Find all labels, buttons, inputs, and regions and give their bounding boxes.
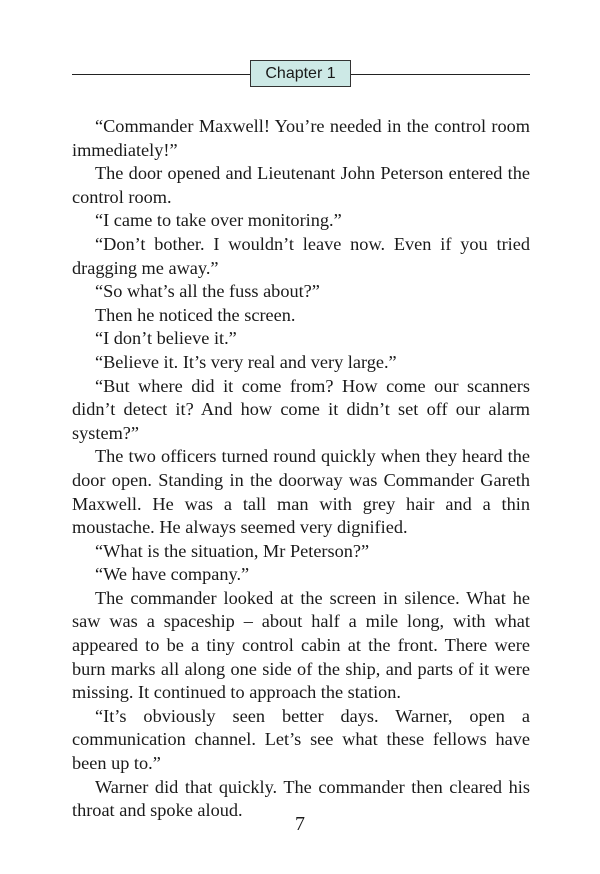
paragraph: “Don’t bother. I wouldn’t leave now. Even if you tried dragging me away.” bbox=[72, 233, 530, 278]
paragraph: Then he noticed the screen. bbox=[95, 304, 296, 325]
chapter-rule-right bbox=[351, 74, 530, 75]
paragraph: “Believe it. It’s very real and very large.” bbox=[95, 351, 397, 372]
paragraph: “We have company.” bbox=[95, 564, 250, 585]
paragraph: “Commander Maxwell! You’re needed in the control room immediately!” bbox=[72, 116, 530, 160]
paragraph: The commander looked at the screen in silence. What he saw was a spaceship – about half a mile long, with what appeared to be a tiny control cabin at the front. There were burn marks all along one side of the ship, and parts of it were missing. It continued to approach the station. bbox=[72, 587, 530, 703]
paragraph: “I came to take over monitoring.” bbox=[95, 210, 342, 231]
chapter-rule-left bbox=[72, 74, 250, 75]
paragraph: “I don’t believe it.” bbox=[95, 328, 237, 349]
story-text bbox=[72, 115, 530, 823]
paragraph: The door opened and Lieutenant John Peterson entered the control room. bbox=[72, 163, 530, 207]
chapter-heading bbox=[250, 60, 351, 87]
paragraph: “It’s obviously seen better days. Warner, open a communication channel. Let’s see what these fellows have been up to.” bbox=[72, 705, 530, 774]
paragraph: “What is the situation, Mr Peterson?” bbox=[95, 540, 370, 561]
paragraph: The two officers turned round quickly when they heard the door open. Standing in the doorway was Commander Gareth Maxwell. He was a tall man with grey hair and a thin moustache. He always seemed very dignified. bbox=[72, 446, 530, 538]
paragraph: “But where did it come from? How come our scanners didn’t detect it? And how come it didn’t set off our alarm system?” bbox=[72, 375, 530, 443]
paragraph: Warner did that quickly. The commander then cleared his throat and spoke aloud. bbox=[72, 776, 530, 821]
chapter-label: Chapter 1 bbox=[265, 64, 336, 82]
paragraph: “So what’s all the fuss about?” bbox=[95, 281, 320, 302]
page-number: 7 bbox=[295, 813, 305, 835]
